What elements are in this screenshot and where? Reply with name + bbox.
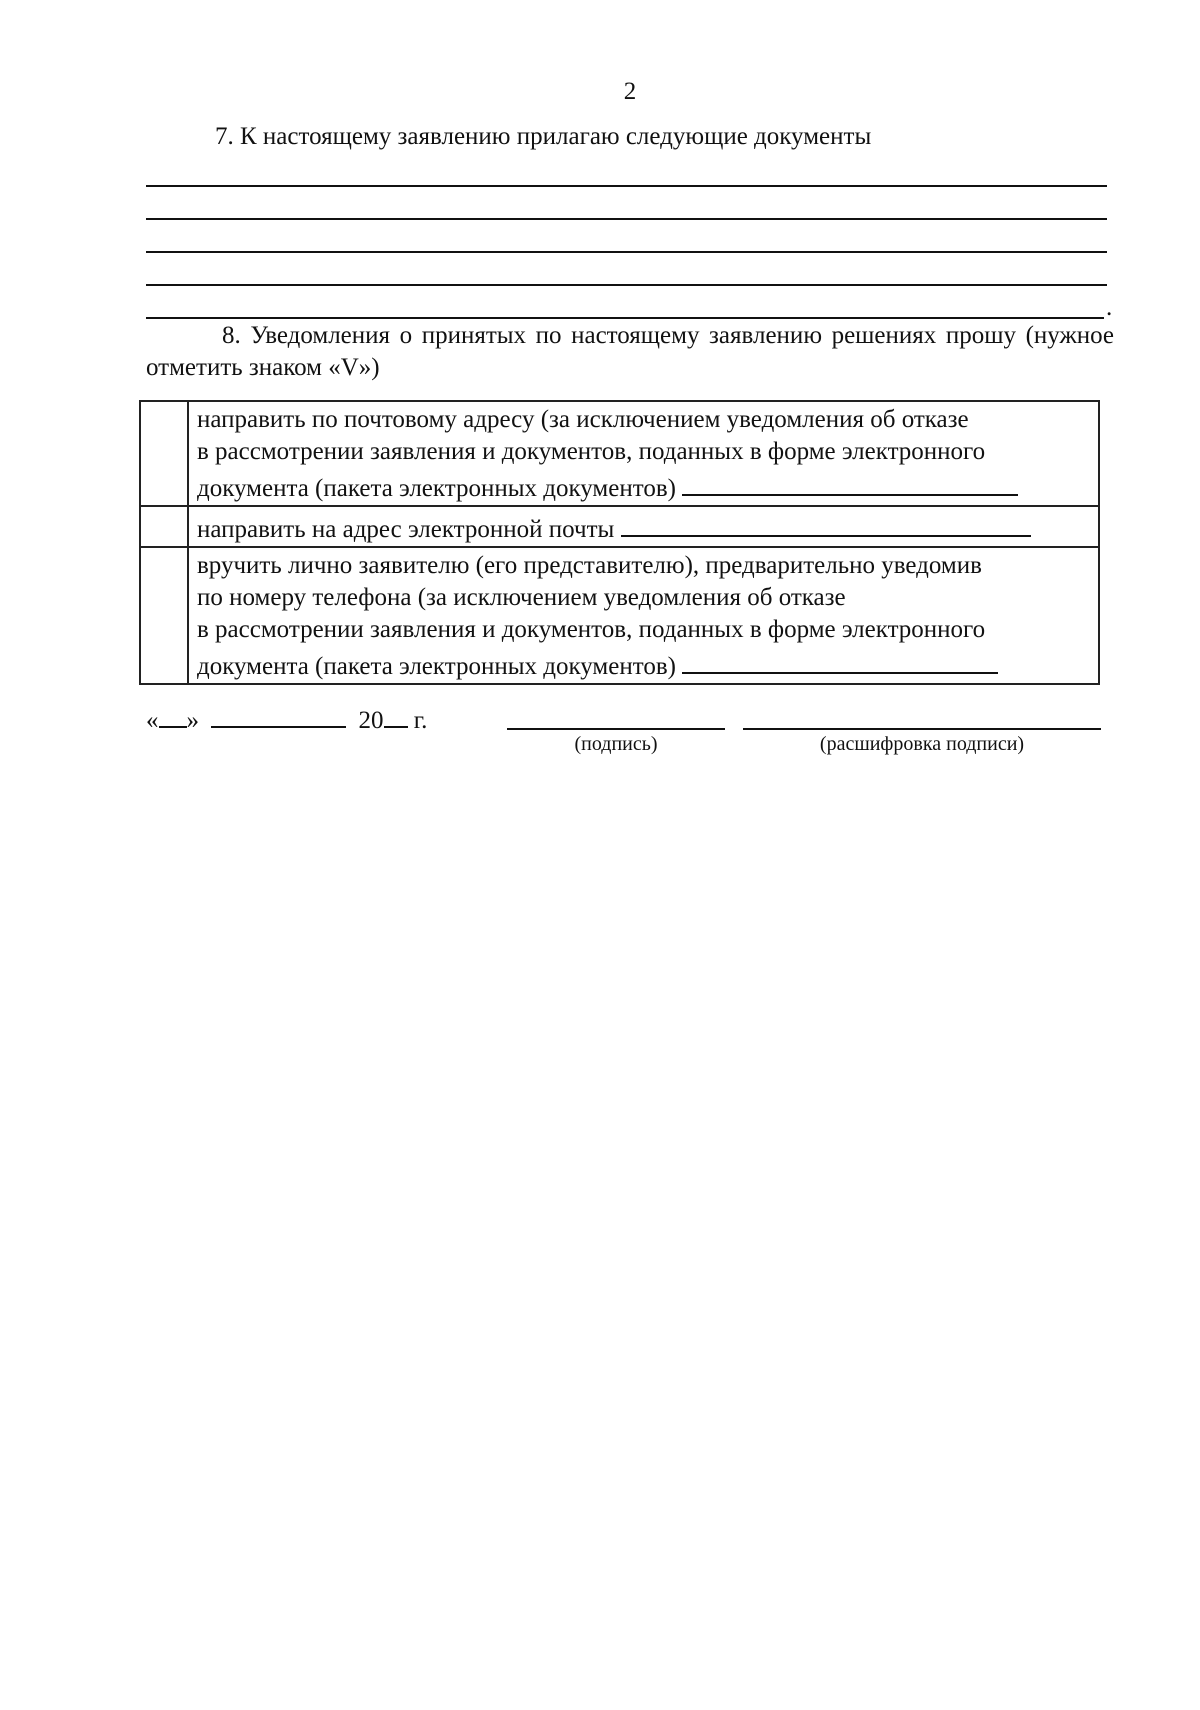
document-entry-line-2[interactable]	[146, 218, 1107, 220]
line-end-period: .	[1106, 294, 1113, 321]
day-blank[interactable]	[159, 700, 187, 728]
option-row-email	[140, 506, 1099, 547]
option-line-text: направить на адрес электронной почты	[197, 516, 615, 543]
signature-line[interactable]	[507, 728, 725, 730]
option-line-text: документа (пакета электронных документов)	[197, 653, 676, 680]
section-8-paragraph: 8. Уведомления о принятых по настоящему заявлению решениях прошу (нужное отметить знаком «V»)	[146, 322, 1114, 381]
option-line: направить по почтовому адресу (за исключением уведомления об отказе	[197, 406, 969, 433]
signature-caption: (подпись)	[574, 733, 658, 755]
document-entry-line-1[interactable]	[146, 185, 1107, 187]
option-line	[197, 646, 1092, 683]
option-line-text: документа (пакета электронных документов)	[197, 475, 676, 502]
date-close-quote: »	[186, 707, 199, 734]
signature-decryption-line[interactable]	[743, 728, 1101, 730]
option-text-personal	[188, 547, 1099, 684]
year-suffix: г.	[413, 707, 428, 734]
option-line	[197, 468, 1092, 505]
section-7-heading: 7. К настоящему заявлению прилагаю следующие документы	[215, 123, 872, 150]
option-line: вручить лично заявителю (его представителю), предварительно уведомив	[197, 552, 982, 579]
option-checkbox-postal[interactable]	[140, 401, 188, 506]
notification-options-table	[139, 400, 1100, 685]
option-text-postal	[188, 401, 1099, 506]
year-blank[interactable]	[384, 700, 408, 728]
option-text-email	[188, 506, 1099, 547]
date-field	[146, 700, 427, 735]
email-address-blank[interactable]	[621, 509, 1031, 537]
option-row-personal	[140, 547, 1099, 684]
page-number: 2	[623, 78, 637, 105]
option-line: в рассмотрении заявления и документов, поданных в форме электронного	[197, 616, 986, 643]
month-blank[interactable]	[211, 700, 346, 728]
option-line	[197, 509, 1092, 546]
option-checkbox-email[interactable]	[140, 506, 188, 547]
document-entry-line-3[interactable]	[146, 251, 1107, 253]
postal-address-blank[interactable]	[682, 468, 1018, 496]
year-prefix: 20	[358, 707, 384, 734]
option-line: в рассмотрении заявления и документов, поданных в форме электронного	[197, 438, 986, 465]
phone-number-blank[interactable]	[682, 646, 998, 674]
document-entry-line-4[interactable]	[146, 284, 1107, 286]
signature-decryption-caption: (расшифровка подписи)	[819, 733, 1025, 755]
option-line: по номеру телефона (за исключением уведомления об отказе	[197, 584, 846, 611]
document-entry-line-5[interactable]	[146, 317, 1104, 319]
option-checkbox-personal[interactable]	[140, 547, 188, 684]
date-open-quote: «	[146, 707, 159, 734]
option-row-postal	[140, 401, 1099, 506]
